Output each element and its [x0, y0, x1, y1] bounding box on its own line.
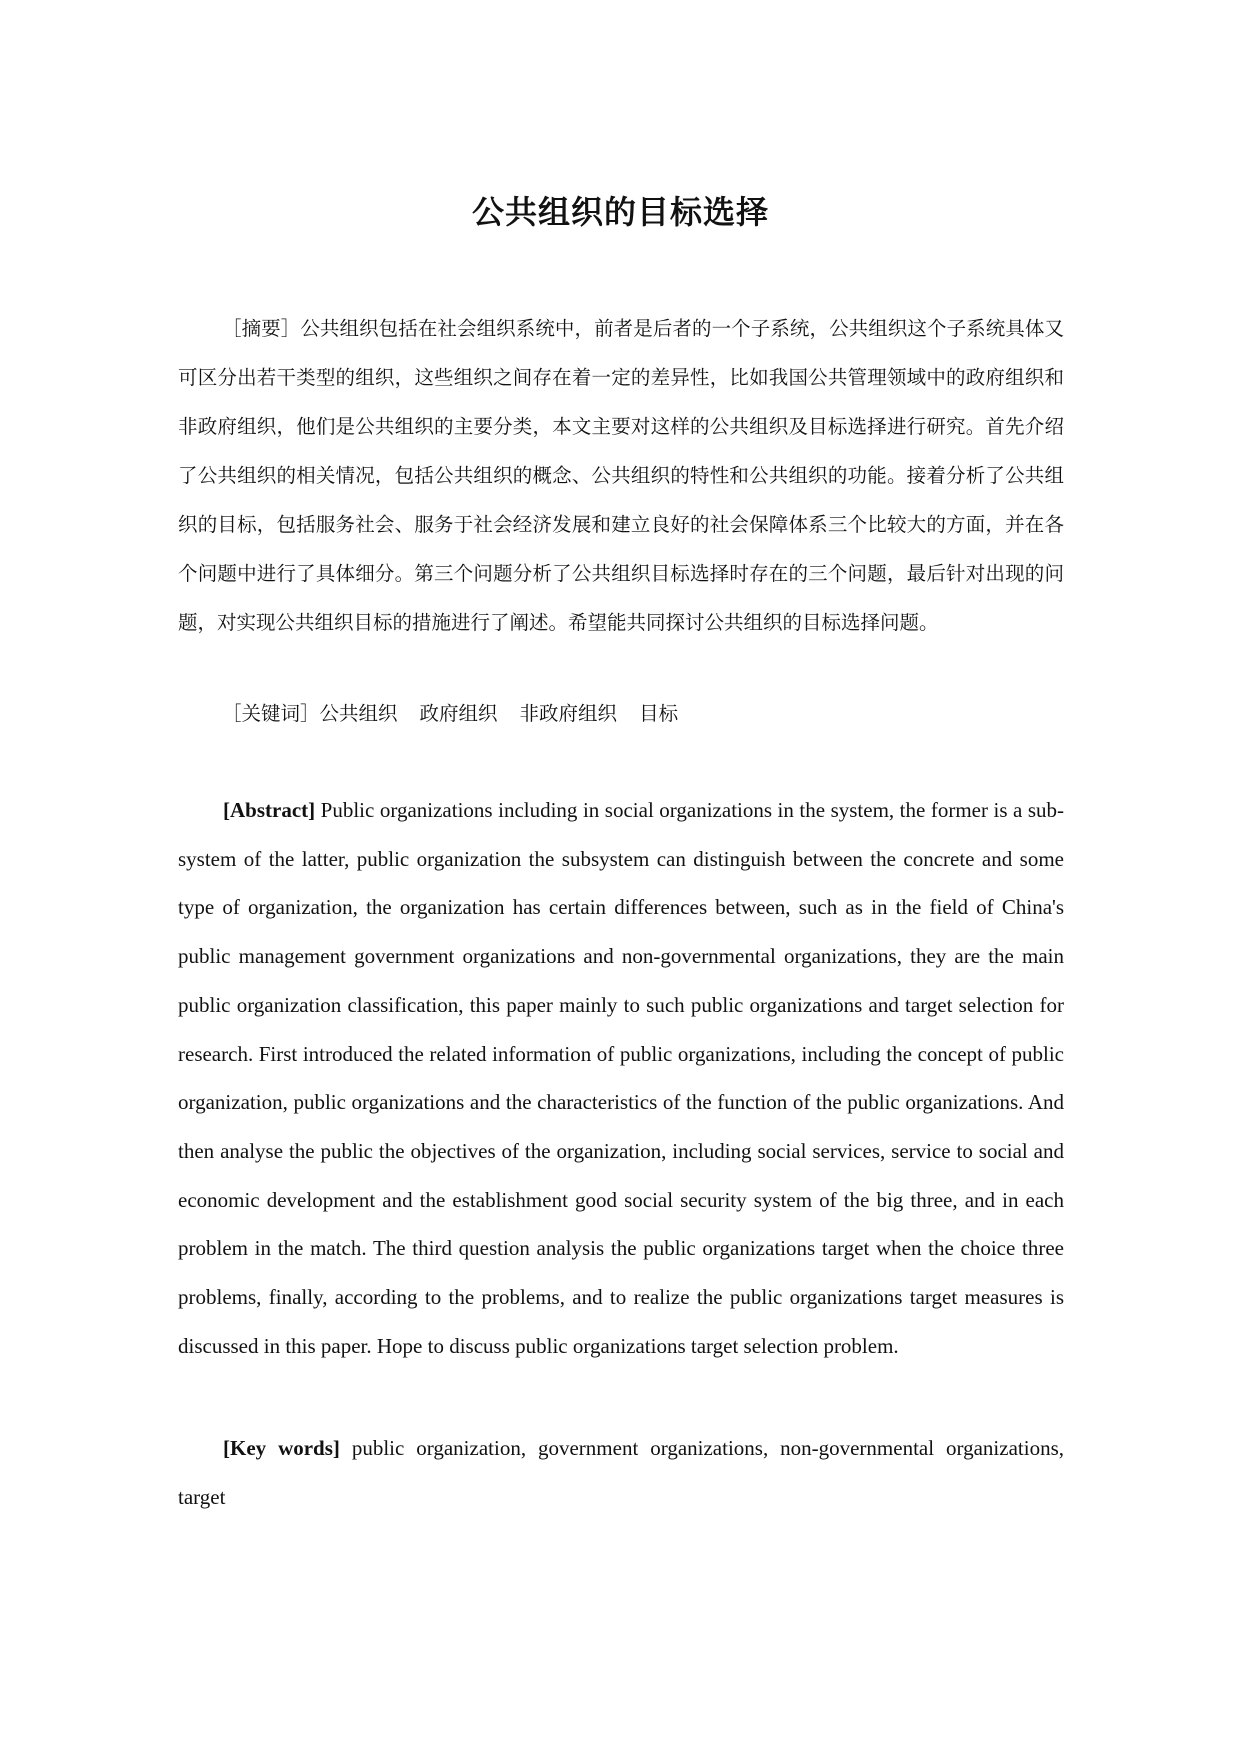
cn-keywords-label: ［关键词］ — [222, 702, 320, 725]
cn-keywords-line — [178, 694, 1064, 734]
cn-keyword: 公共组织 — [319, 702, 398, 725]
en-keywords-paragraph — [178, 1424, 1064, 1521]
en-abstract-label: [Abstract] — [223, 798, 316, 822]
en-abstract-body: Public organizations including in social organizations in the system, the former is a sub-system of the latter, public organization the subsystem can distinguish between the concrete and some type of organization, the organization has certain differences between, such as in the field of China's public management government organizations and non-governmental organizations, they are the main public organization classification, this paper mainly to such public organizations and target selection for research. First introduced the related information of public organizations, including the concept of public organization, public organizations and the characteristics of the function of the public organizations. And then analyse the public the objectives of the organization, including social services, service to social and economic development and the establishment good social security system of the big three, and in each problem in the match. The third question analysis the public organizations target when the choice three problems, finally, according to the problems, and to realize the public organizations target measures is discussed in this paper. Hope to discuss public organizations target selection problem. — [178, 798, 1065, 1358]
en-abstract-paragraph — [178, 786, 1064, 1370]
cn-keyword: 非政府组织 — [519, 702, 618, 725]
en-keywords-body: public organization, government organizations, non-governmental organizations, target — [178, 1436, 1064, 1509]
cn-abstract-body: 公共组织包括在社会组织系统中，前者是后者的一个子系统，公共组织这个子系统具体又可区分出若干类型的组织，这些组织之间存在着一定的差异性，比如我国公共管理领域中的政府组织和非政府组织，他们是公共组织的主要分类，本文主要对这样的公共组织及目标选择进行研究。首先介绍了公共组织的相关情况，包括公共组织的概念、公共组织的特性和公共组织的功能。接着分析了公共组织的目标，包括服务社会、服务于社会经济发展和建立良好的社会保障体系三个比较大的方面，并在各个问题中进行了具体细分。第三个问题分析了公共组织目标选择时存在的三个问题，最后针对出现的问题，对实现公共组织目标的措施进行了阐述。希望能共同探讨公共组织的目标选择问题。 — [178, 317, 1064, 634]
cn-keyword: 政府组织 — [419, 702, 498, 725]
cn-abstract-label: ［摘要］ — [222, 317, 301, 340]
cn-abstract-paragraph — [178, 304, 1064, 647]
cn-keyword: 目标 — [639, 702, 679, 725]
en-keywords-label: [Key words] — [223, 1436, 340, 1460]
document-title: 公共组织的目标选择 — [471, 193, 769, 231]
